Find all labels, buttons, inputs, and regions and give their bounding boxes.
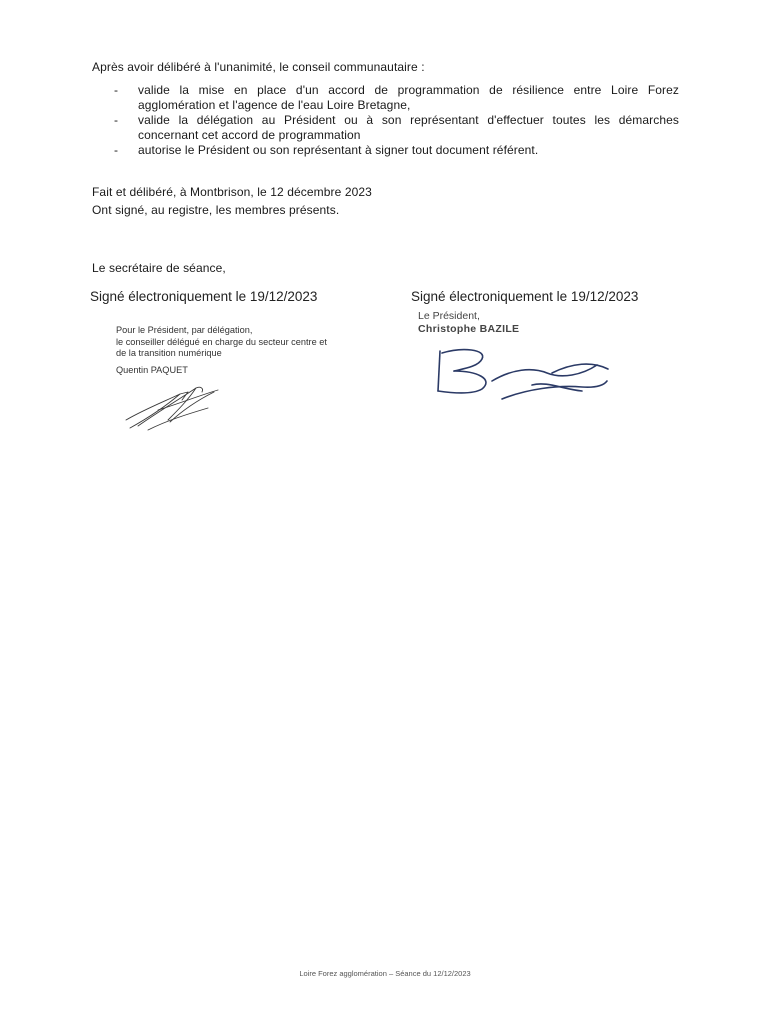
bullet-dash: - bbox=[114, 113, 119, 127]
decision-text: valide la mise en place d'un accord de programmation de résilience entre Loire Forez agglomération et l'agence de l'eau Loire Bretagne, bbox=[138, 83, 679, 112]
intro-text: Après avoir délibéré à l'unanimité, le conseil communautaire : bbox=[92, 60, 425, 74]
delegation-block bbox=[116, 325, 356, 376]
president-title: Le Président, bbox=[418, 310, 480, 322]
decision-list bbox=[114, 83, 679, 158]
decision-item bbox=[114, 143, 679, 158]
president-block bbox=[418, 310, 519, 336]
secretary-label: Le secrétaire de séance, bbox=[92, 261, 226, 275]
delegation-line: de la transition numérique bbox=[116, 348, 222, 358]
page-footer: Loire Forez agglomération – Séance du 12/12/2023 bbox=[299, 969, 471, 978]
decision-text: valide la délégation au Président ou à son représentant d'effectuer toutes les démarches concernant cet accord de programmation bbox=[138, 113, 679, 142]
esign-right: Signé électroniquement le 19/12/2023 bbox=[411, 289, 639, 304]
signature-left bbox=[118, 380, 228, 435]
decision-item bbox=[114, 83, 679, 113]
delegation-line: le conseiller délégué en charge du secteur centre et bbox=[116, 336, 327, 347]
decision-text: autorise le Président ou son représentant à signer tout document référent. bbox=[138, 143, 539, 157]
president-name: Christophe BAZILE bbox=[418, 323, 520, 335]
place-date: Fait et délibéré, à Montbrison, le 12 décembre 2023 bbox=[92, 185, 372, 199]
decision-item bbox=[114, 113, 679, 143]
signed-note: Ont signé, au registre, les membres présents. bbox=[92, 203, 340, 217]
esign-left: Signé électroniquement le 19/12/2023 bbox=[90, 289, 318, 304]
signature-right bbox=[432, 345, 612, 405]
bullet-dash: - bbox=[114, 143, 119, 157]
bullet-dash: - bbox=[114, 83, 119, 97]
delegation-line: Pour le Président, par délégation, bbox=[116, 325, 253, 335]
delegate-name: Quentin PAQUET bbox=[116, 364, 188, 375]
